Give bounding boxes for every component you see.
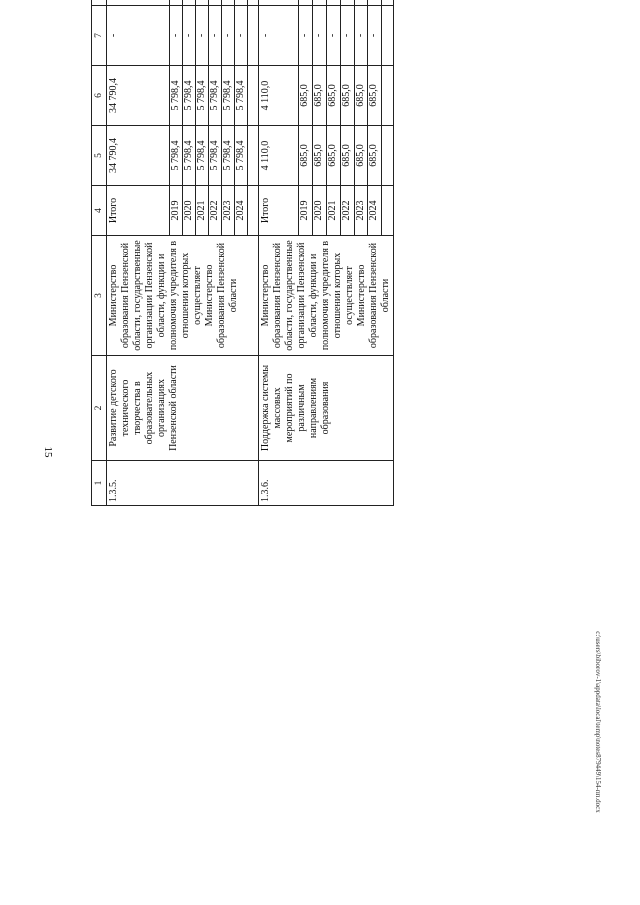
regional-value: 685,0 [368, 66, 382, 126]
federal-value: - [170, 6, 183, 66]
program-activities-table [91, 0, 394, 506]
local-value [313, 0, 327, 6]
col-number: 6 [92, 66, 107, 126]
program-activities-sheet [91, 0, 581, 506]
page-number: 15 [42, 446, 54, 458]
regional-value: 685,0 [340, 66, 354, 126]
federal-value: - [368, 6, 382, 66]
blank-cell [382, 66, 394, 126]
activity-executor: Министерство образования Пензенской области, государственные организации Пензенской области, функции и полномочия учредителя в отношении которых осуществляет Министерство образования Пензенской области [259, 236, 394, 356]
year-cell: 2023 [354, 186, 368, 236]
local-value [340, 0, 354, 6]
regional-value: 5 798,4 [196, 66, 209, 126]
local-value [327, 0, 341, 6]
year-cell: 2019 [299, 186, 313, 236]
blank-cell [248, 126, 259, 186]
total-regional-value: 4 110,0 [259, 66, 299, 126]
total-label: Итого [107, 186, 170, 236]
year-cell: 2024 [235, 186, 248, 236]
regional-value: 5 798,4 [235, 66, 248, 126]
blank-cell [248, 6, 259, 66]
blank-cell [248, 186, 259, 236]
file-path-footer: c:\users\biborov-1\appdata\local\temp\notes879449\154-пп.docx [594, 631, 602, 813]
federal-value: - [235, 6, 248, 66]
activity-executor: Министерство образования Пензенской области, государственные организации Пензенской области, функции и полномочия учредителя в отношении которых осуществляет Министерство образования Пензенской области [107, 236, 259, 356]
budget-value: 685,0 [368, 126, 382, 186]
local-value [235, 0, 248, 6]
blank-cell [248, 0, 259, 6]
activity-number: 1.3.5. [107, 461, 259, 506]
budget-value: 685,0 [340, 126, 354, 186]
regional-value: 5 798,4 [183, 66, 196, 126]
total-federal-value: - [107, 6, 170, 66]
budget-value: 5 798,4 [222, 126, 235, 186]
blank-cell [382, 0, 394, 6]
regional-value: 685,0 [327, 66, 341, 126]
federal-value: - [183, 6, 196, 66]
federal-value: - [222, 6, 235, 66]
local-value [196, 0, 209, 6]
blank-cell [382, 126, 394, 186]
year-cell: 2021 [196, 186, 209, 236]
federal-value: - [196, 6, 209, 66]
local-value [183, 0, 196, 6]
total-regional-value: 34 790,4 [107, 66, 170, 126]
federal-value: - [354, 6, 368, 66]
budget-value: 5 798,4 [170, 126, 183, 186]
rotated-page-area [91, 16, 581, 886]
regional-value: 5 798,4 [170, 66, 183, 126]
activity-name: Развитие детского технического творчества в образовательных организациях Пензенской области [107, 356, 259, 461]
activity-number: 1.3.6. [259, 461, 394, 506]
activity-total-row [259, 0, 299, 506]
col-number: 2 [92, 356, 107, 461]
local-value [368, 0, 382, 6]
year-cell: 2020 [313, 186, 327, 236]
year-cell: 2023 [222, 186, 235, 236]
column-number-row [92, 0, 107, 506]
total-local-value [259, 0, 299, 6]
activity-name: Поддержка системы массовых мероприятий по различным направлениям образования [259, 356, 394, 461]
budget-value: 685,0 [299, 126, 313, 186]
budget-value: 685,0 [313, 126, 327, 186]
total-budget-value: 4 110,0 [259, 126, 299, 186]
local-value [209, 0, 222, 6]
year-cell: 2022 [209, 186, 222, 236]
col-number: 7 [92, 6, 107, 66]
regional-value: 685,0 [354, 66, 368, 126]
year-cell: 2024 [368, 186, 382, 236]
budget-value: 685,0 [354, 126, 368, 186]
regional-value: 685,0 [299, 66, 313, 126]
total-label: Итого [259, 186, 299, 236]
total-local-value [107, 0, 170, 6]
federal-value: - [209, 6, 222, 66]
activity-total-row [107, 0, 170, 506]
federal-value: - [327, 6, 341, 66]
blank-cell [382, 186, 394, 236]
local-value [299, 0, 313, 6]
budget-value: 5 798,4 [196, 126, 209, 186]
federal-value: - [340, 6, 354, 66]
federal-value: - [299, 6, 313, 66]
local-value [222, 0, 235, 6]
col-number: 5 [92, 126, 107, 186]
total-budget-value: 34 790,4 [107, 126, 170, 186]
budget-value: 5 798,4 [209, 126, 222, 186]
budget-value: 5 798,4 [183, 126, 196, 186]
year-cell: 2020 [183, 186, 196, 236]
regional-value: 5 798,4 [209, 66, 222, 126]
local-value [170, 0, 183, 6]
col-number: 3 [92, 236, 107, 356]
col-number: 1 [92, 461, 107, 506]
year-cell: 2019 [170, 186, 183, 236]
budget-value: 5 798,4 [235, 126, 248, 186]
regional-value: 685,0 [313, 66, 327, 126]
regional-value: 5 798,4 [222, 66, 235, 126]
budget-value: 685,0 [327, 126, 341, 186]
blank-cell [382, 6, 394, 66]
local-value [354, 0, 368, 6]
year-cell: 2022 [340, 186, 354, 236]
col-number: 4 [92, 186, 107, 236]
blank-cell [248, 66, 259, 126]
total-federal-value: - [259, 6, 299, 66]
col-number [92, 0, 107, 6]
federal-value: - [313, 6, 327, 66]
year-cell: 2021 [327, 186, 341, 236]
